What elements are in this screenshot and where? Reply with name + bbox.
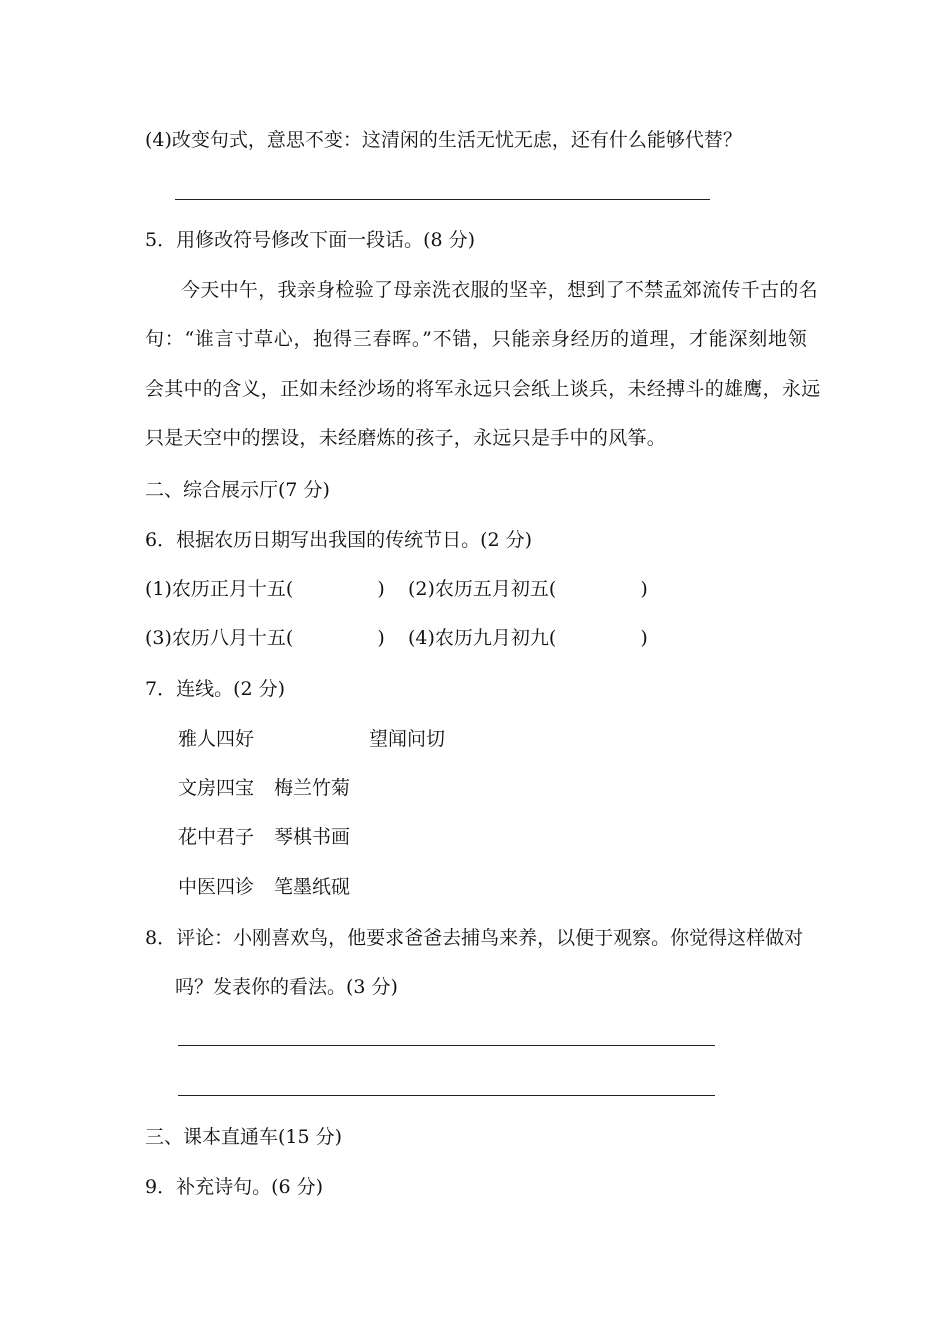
q7-title: 7．连线。(2 分) (145, 678, 286, 700)
q6-item-1 (145, 577, 385, 601)
q7-left-item[interactable]: 花中君子 (178, 826, 255, 848)
q9-title: 9．补充诗句。(6 分) (145, 1176, 324, 1198)
q6-item-close: ) (640, 578, 648, 600)
q6-item-2 (408, 577, 648, 601)
q6-item-label: (1)农历正月十五( (145, 578, 294, 600)
q7-right-item[interactable]: 笔墨纸砚 (274, 876, 351, 898)
q8-answer-line-1[interactable] (178, 1045, 715, 1046)
q4-4-prompt: (4)改变句式，意思不变：这清闲的生活无忧无虑，还有什么能够代替？ (145, 129, 742, 151)
q5-paragraph-line: 句：“谁言寸草心，抱得三春晖。”不错，只能亲身经历的道理，才能深刻地领 (145, 328, 807, 350)
q6-item-label: (4)农历九月初九( (408, 627, 557, 649)
q5-paragraph (145, 278, 821, 450)
q6-item-close: ) (377, 578, 385, 600)
q5-paragraph-line: 会其中的含义，正如未经沙场的将军永远只会纸上谈兵，未经搏斗的雄鹰，永远 (145, 378, 821, 400)
q7-left-item[interactable]: 雅人四好 (178, 728, 255, 750)
q5-title: 5．用修改符号修改下面一段话。(8 分) (145, 229, 476, 251)
q4-4-answer-line (175, 199, 710, 200)
q6-item-close: ) (377, 627, 385, 649)
q6-item-3 (145, 626, 385, 650)
q7-left-item[interactable]: 文房四宝 (178, 777, 255, 799)
q7-left-item[interactable]: 中医四诊 (178, 876, 255, 898)
q7-right-item[interactable]: 望闻问切 (369, 728, 446, 750)
q5-paragraph-line: 今天中午，我亲身检验了母亲洗衣服的坚辛，想到了不禁孟郊流传千古的名 (181, 279, 818, 301)
q5-paragraph-line: 只是天空中的摆设，未经磨炼的孩子，永远只是手中的风筝。 (145, 427, 667, 449)
q8-title-line-2: 吗？发表你的看法。(3 分) (175, 976, 398, 998)
q7-right-item[interactable]: 琴棋书画 (274, 826, 351, 848)
q8-title-line-1: 8．评论：小刚喜欢鸟，他要求爸爸去捕鸟来养，以便于观察。你觉得这样做对 (145, 927, 804, 949)
section-2-heading: 二、综合展示厅(7 分) (145, 479, 330, 501)
q8-answer-line-2[interactable] (178, 1095, 715, 1096)
q6-item-4 (408, 626, 648, 650)
q6-item-close: ) (640, 627, 648, 649)
section-3-heading: 三、课本直通车(15 分) (145, 1126, 343, 1148)
q7-right-item[interactable]: 梅兰竹菊 (274, 777, 351, 799)
q6-title: 6．根据农历日期写出我国的传统节日。(2 分) (145, 529, 533, 551)
q6-item-label: (2)农历五月初五( (408, 578, 557, 600)
q6-item-label: (3)农历八月十五( (145, 627, 294, 649)
